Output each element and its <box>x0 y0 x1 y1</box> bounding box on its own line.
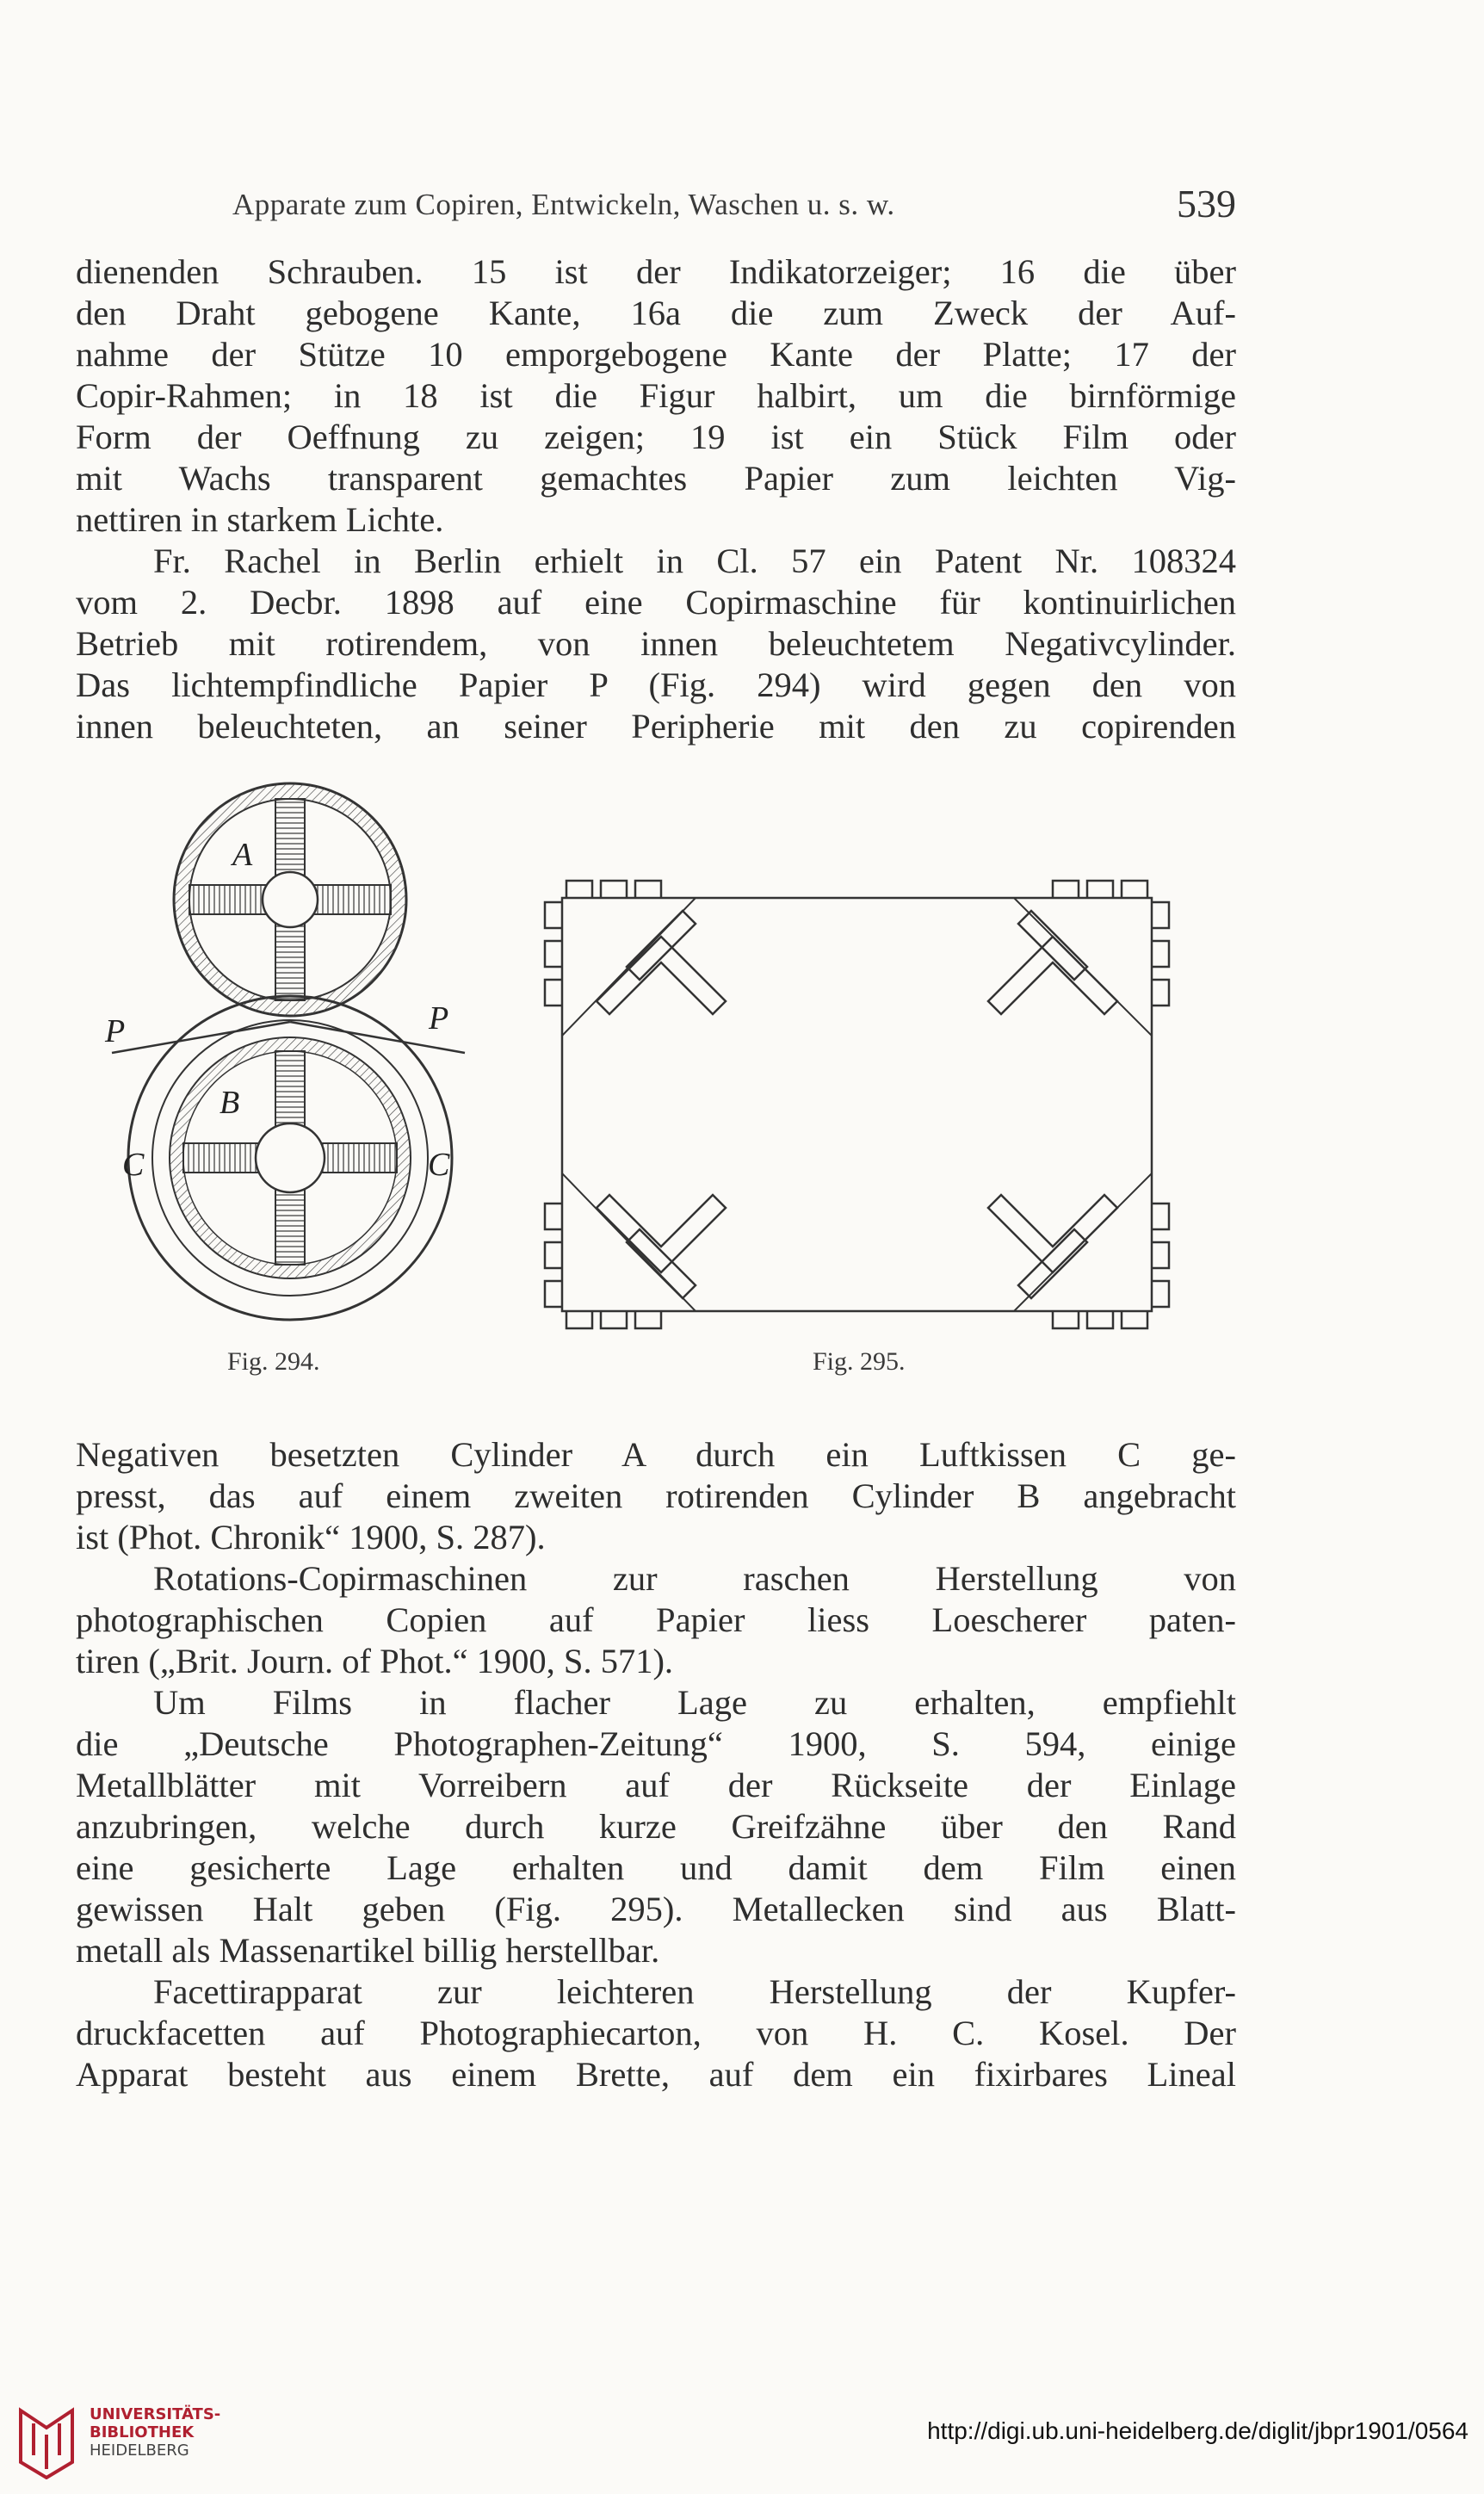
library-line-1: UNIVERSITÄTS- <box>90 2405 221 2423</box>
text-line: Form der Oeffnung zu zeigen; 19 ist ein Stück Film oder <box>76 418 1236 456</box>
text-line: Apparat besteht aus einem Brette, auf dem ein fixirbares Lineal <box>76 2055 1236 2094</box>
text-line: Rotations-Copirmaschinen zur raschen Herstellung von <box>153 1559 1236 1598</box>
text-line: Das lichtempfindliche Papier P (Fig. 294) wird gegen den von <box>76 665 1236 704</box>
cylinder-a <box>174 783 406 1016</box>
footer <box>0 2402 1484 2494</box>
running-header <box>232 181 1236 232</box>
text-line: vom 2. Decbr. 1898 auf eine Copirmaschine für kontinuirlichen <box>76 583 1236 622</box>
label-a: A <box>232 837 253 873</box>
text-line: Fr. Rachel in Berlin erhielt in Cl. 57 ein Patent Nr. 108324 <box>153 542 1236 580</box>
text-line: druckfacetten auf Photographiecarton, von H. C. Kosel. Der <box>76 2014 1236 2052</box>
label-c-right: C <box>428 1147 450 1183</box>
text-line: anzubringen, welche durch kurze Greifzähne über den Rand <box>76 1807 1236 1846</box>
text-line: metall als Massenartikel billig herstellbar. <box>76 1931 660 1970</box>
library-name <box>90 2405 220 2460</box>
text-line: photographischen Copien auf Papier liess Loescherer paten- <box>76 1600 1236 1639</box>
text-line: dienenden Schrauben. 15 ist der Indikatorzeiger; 16 die über <box>76 252 1236 291</box>
text-line: innen beleuchteten, an seiner Peripherie mit den zu copirenden <box>76 707 1236 746</box>
text-line: Um Films in flacher Lage zu erhalten, empfiehlt <box>153 1683 1236 1722</box>
figures-svg <box>103 779 1236 1399</box>
text-line: nettiren in starkem Lichte. <box>76 500 444 539</box>
fig294-drawing <box>104 783 465 1320</box>
text-line: ist (Phot. Chronik“ 1900, S. 287). <box>76 1518 546 1556</box>
library-line-2: BIBLIOTHEK <box>90 2423 195 2441</box>
text-line: mit Wachs transparent gemachtes Papier zum leichten Vig- <box>76 459 1236 498</box>
fig294-caption: Fig. 294. <box>227 1347 320 1376</box>
text-line: die „Deutsche Photographen-Zeitung“ 1900, S. 594, einige <box>76 1724 1236 1763</box>
text-line: eine gesicherte Lage erhalten und damit dem Film einen <box>76 1848 1236 1887</box>
text-line: gewissen Halt geben (Fig. 295). Metallecken sind aus Blatt- <box>76 1890 1236 1928</box>
figure-area <box>103 779 1236 1399</box>
text-line: Betrieb mit rotirendem, von innen beleuchtetem Negativcylinder. <box>76 624 1236 663</box>
page-number: 539 <box>1177 182 1236 226</box>
label-p-right: P <box>429 1000 449 1037</box>
fig295-drawing <box>545 881 1169 1328</box>
fig295-caption: Fig. 295. <box>813 1347 906 1376</box>
source-url-link[interactable]: http://digi.ub.uni-heidelberg.de/diglit/jbpr1901/0564 <box>927 2417 1469 2444</box>
library-line-3: HEIDELBERG <box>90 2441 189 2460</box>
text-line: Copir-Rahmen; in 18 ist die Figur halbirt, um die birnförmige <box>76 376 1236 415</box>
label-p-left: P <box>105 1013 126 1049</box>
library-logo-icon <box>12 2402 81 2479</box>
cylinder-b <box>128 996 452 1320</box>
text-line: Facettirapparat zur leichteren Herstellung der Kupfer- <box>153 1972 1236 2011</box>
text-line: Negativen besetzten Cylinder A durch ein Luftkissen C ge- <box>76 1435 1236 1474</box>
header-title: Apparate zum Copiren, Entwickeln, Waschen u. s. w. <box>232 188 895 221</box>
text-line: nahme der Stütze 10 emporgebogene Kante der Platte; 17 der <box>76 335 1236 374</box>
label-b: B <box>220 1085 240 1121</box>
text-line: Metallblätter mit Vorreibern auf der Rückseite der Einlage <box>76 1766 1236 1804</box>
text-line: den Draht gebogene Kante, 16a die zum Zweck der Auf- <box>76 294 1236 332</box>
text-line: presst, das auf einem zweiten rotirenden Cylinder B angebracht <box>76 1476 1236 1515</box>
text-line: tiren („Brit. Journ. of Phot.“ 1900, S. 571). <box>76 1642 674 1680</box>
label-c-left: C <box>122 1147 145 1183</box>
